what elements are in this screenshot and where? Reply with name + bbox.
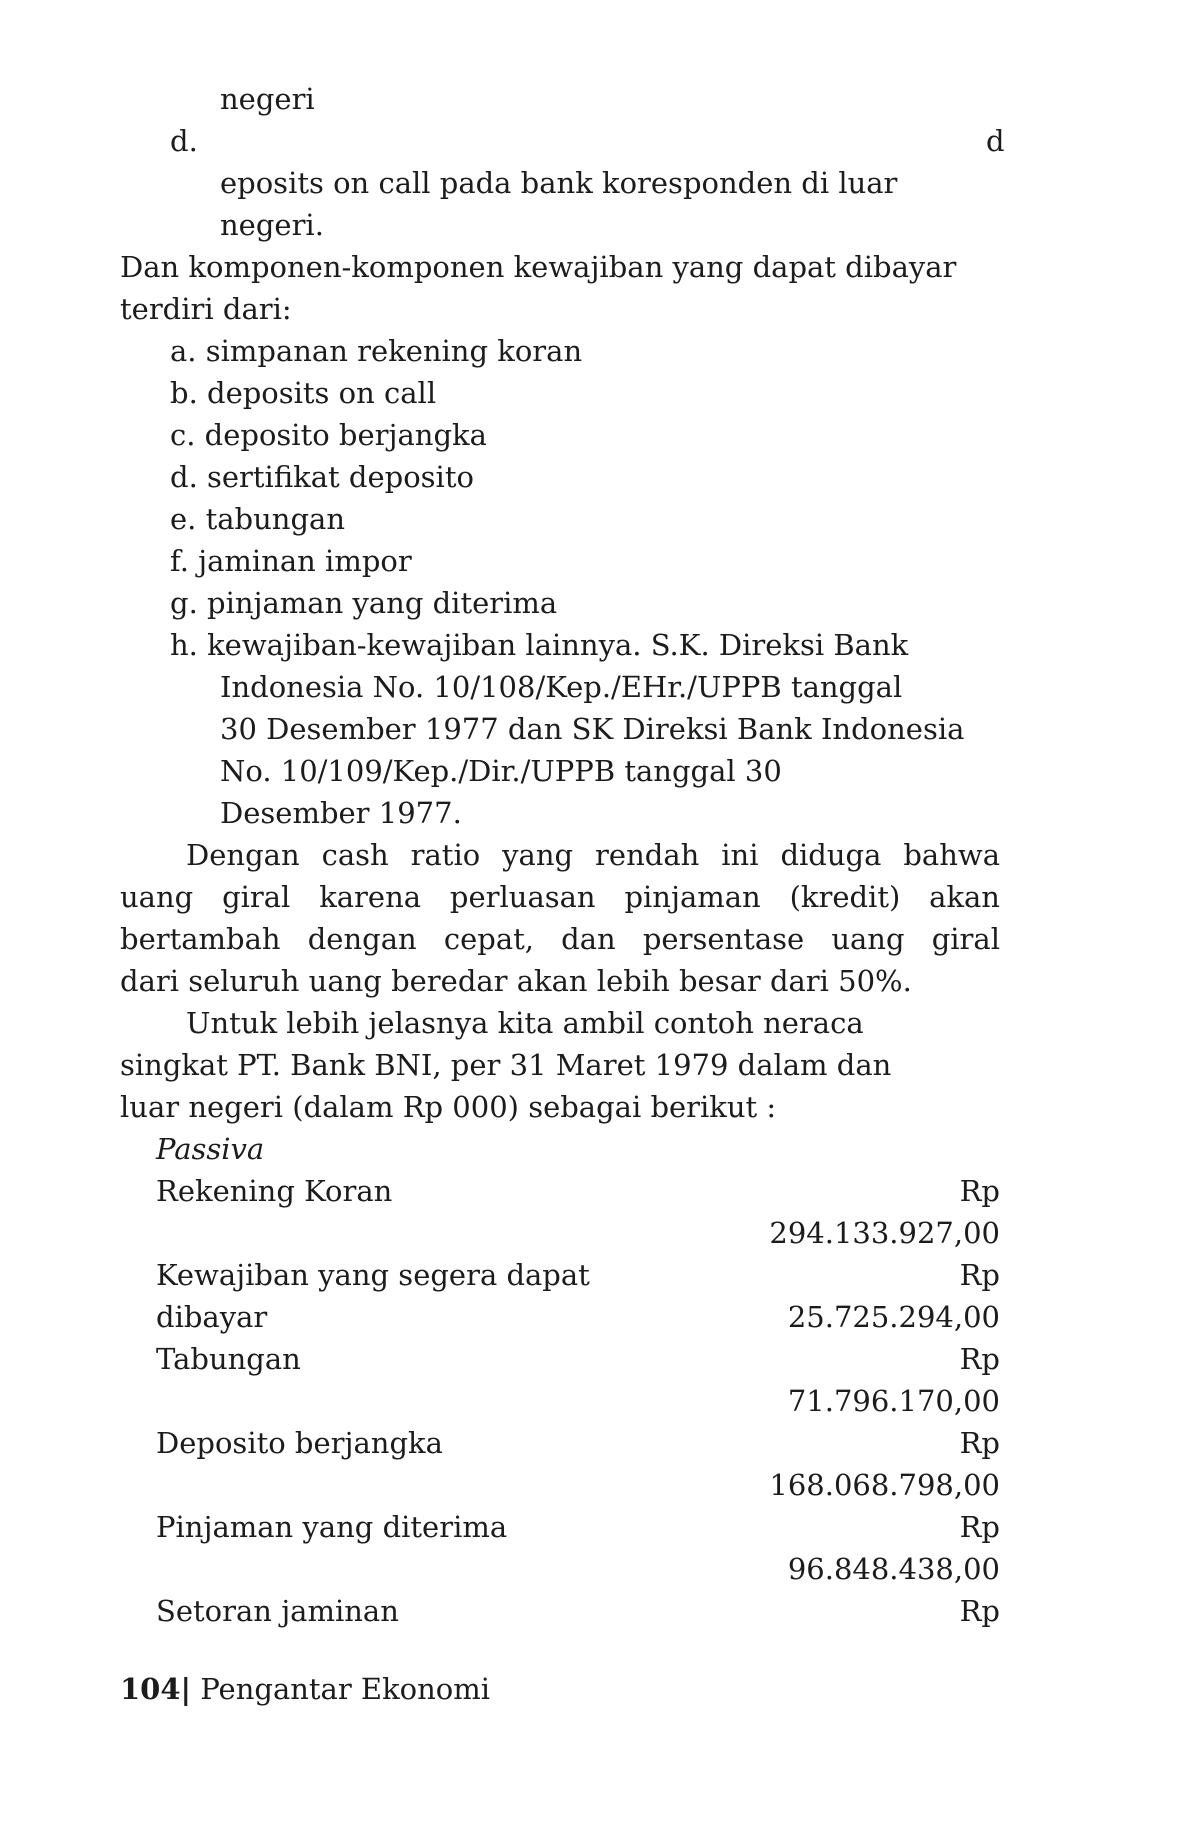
footer-separator: | [180,1672,192,1706]
balance-row-amount: 294.133.927,00 [769,1216,1000,1250]
balance-row-label: Kewajiban yang segera dapat [156,1258,590,1292]
list-item-d-line1: eposits on call pada bank koresponden di luar [220,166,898,200]
intro-line-2: terdiri dari: [120,292,292,326]
paragraph-line: dari seluruh uang beredar akan lebih besar dari 50%. [120,964,912,998]
list-item-continuation: 30 Desember 1977 dan SK Direksi Bank Indonesia [220,712,965,746]
currency-symbol: Rp [959,1258,1000,1292]
balance-row-label: Rekening Koran [156,1174,393,1208]
paragraph-line: singkat PT. Bank BNI, per 31 Maret 1979 dalam dan [120,1048,892,1082]
list-item: c. deposito berjangka [170,418,487,452]
list-item-d-cut-letter: d [986,124,1005,158]
balance-row-label: Tabungan [156,1342,301,1376]
book-title: Pengantar Ekonomi [200,1672,491,1706]
balance-row-amount: 168.068.798,00 [769,1468,1000,1502]
balance-row-label: Deposito berjangka [156,1426,443,1460]
list-item-continuation: No. 10/109/Kep./Dir./UPPB tanggal 30 [220,754,782,788]
list-item-c-tail: negeri [220,82,315,116]
list-item: e. tabungan [170,502,345,536]
balance-row-amount: 25.725.294,00 [787,1300,1000,1334]
list-item-d-line2: negeri. [220,208,324,242]
list-item: a. simpanan rekening koran [170,334,583,368]
paragraph-line: bertambah dengan cepat, dan persentase uang giral [120,922,1000,956]
paragraph-line: Untuk lebih jelasnya kita ambil contoh neraca [186,1006,864,1040]
currency-symbol: Rp [959,1174,1000,1208]
currency-symbol: Rp [959,1510,1000,1544]
paragraph-line: luar negeri (dalam Rp 000) sebagai berikut : [120,1090,777,1124]
currency-symbol: Rp [959,1594,1000,1628]
balance-row-amount: 71.796.170,00 [787,1384,1000,1418]
balance-row-label: Pinjaman yang diterima [156,1510,508,1544]
balance-row-amount: 96.848.438,00 [787,1552,1000,1586]
list-item: h. kewajiban-kewajiban lainnya. S.K. Direksi Bank [170,628,909,662]
list-item-continuation: Indonesia No. 10/108/Kep./EHr./UPPB tanggal [220,670,903,704]
list-item: d. sertifikat deposito [170,460,474,494]
balance-heading: Passiva [156,1132,265,1166]
list-item-continuation: Desember 1977. [220,796,462,830]
list-item: g. pinjaman yang diterima [170,586,558,620]
page-footer [120,1668,490,1710]
intro-line-1: Dan komponen-komponen kewajiban yang dapat dibayar [120,250,957,284]
page-number: 104 [120,1672,181,1706]
paragraph-line: uang giral karena perluasan pinjaman (kredit) akan [120,880,1000,914]
currency-symbol: Rp [959,1342,1000,1376]
list-item: f. jaminan impor [170,544,412,578]
balance-row-label-cont: dibayar [156,1300,268,1334]
list-item: b. deposits on call [170,376,437,410]
currency-symbol: Rp [959,1426,1000,1460]
list-marker-d: d. [170,124,198,158]
balance-row-label: Setoran jaminan [156,1594,399,1628]
paragraph-line: Dengan cash ratio yang rendah ini diduga bahwa [186,838,1000,872]
